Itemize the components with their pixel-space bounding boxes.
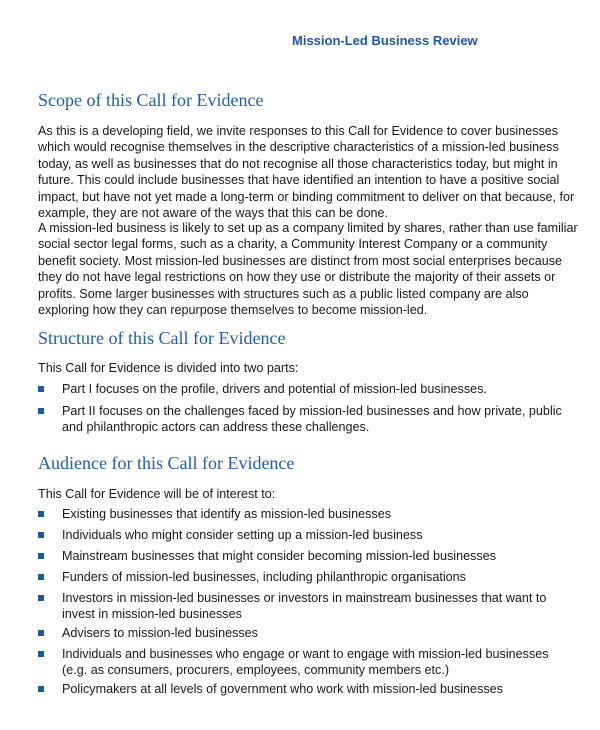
text-line: social sector legal forms, such as a charity, a Community Interest Company or a community <box>38 237 548 252</box>
text-line: (e.g. as consumers, procurers, employees, community members etc.) <box>62 663 450 678</box>
scope-paragraph-2 <box>38 220 578 318</box>
text-line: which would recognise themselves in the descriptive characteristics of a mission-led business <box>38 140 559 155</box>
text-line: Part II focuses on the challenges faced by mission-led businesses and how private, public <box>62 404 562 418</box>
text-line: Funders of mission-led businesses, including philanthropic organisations <box>62 570 466 584</box>
text-line: This Call for Evidence will be of interest to: <box>38 487 276 501</box>
text-line: future. This could include businesses that have identified an intention to have a positive social <box>38 173 560 188</box>
square-bullet-icon <box>38 595 44 601</box>
text-line: Individuals and businesses who engage or want to engage with mission-led businesses <box>62 647 549 661</box>
text-line: example, they are not aware of the ways that this can be done. <box>38 206 389 221</box>
square-bullet-icon <box>38 686 44 692</box>
text-line: A mission-led business is likely to set up as a company limited by shares, rather than use familiar <box>38 221 578 235</box>
square-bullet-icon <box>38 553 44 559</box>
text-line: they do not have legal restrictions on how they use or distribute the majority of their assets or <box>38 270 556 285</box>
text-line: today, as well as businesses that do not recognise all those characteristics today, but might in <box>38 156 558 171</box>
text-line: Investors in mission-led businesses or investors in mainstream businesses that want to <box>62 591 547 605</box>
text-line: Existing businesses that identify as mission-led businesses <box>62 507 391 521</box>
text-line: Advisers to mission-led businesses <box>62 626 258 640</box>
square-bullet-icon <box>38 651 44 657</box>
text-line: benefit society. Most mission-led businesses are distinct from most social enterprises because <box>38 253 563 268</box>
structure-heading: Structure of this Call for Evidence <box>38 328 286 348</box>
square-bullet-icon <box>38 532 44 538</box>
text-line: This Call for Evidence is divided into two parts: <box>38 361 299 375</box>
scope-paragraph-1 <box>38 123 575 221</box>
square-bullet-icon <box>38 574 44 580</box>
square-bullet-icon <box>38 630 44 636</box>
text-line: As this is a developing field, we invite responses to this Call for Evidence to cover businesses <box>38 124 559 138</box>
text-line: exploring how they can repurpose themselves to become mission-led. <box>38 303 428 318</box>
text-line: profits. Some larger businesses with structures such as a public listed company are also <box>38 286 529 301</box>
text-line: Policymakers at all levels of government who work with mission-led businesses <box>62 682 503 696</box>
structure-intro <box>38 360 568 376</box>
running-header: Mission-Led Business Review <box>292 33 478 48</box>
text-line: and philanthropic actors can address these challenges. <box>62 420 370 435</box>
audience-intro <box>38 486 568 502</box>
square-bullet-icon <box>38 408 44 414</box>
scope-heading: Scope of this Call for Evidence <box>38 90 264 110</box>
text-line: Part I focuses on the profile, drivers and potential of mission-led businesses. <box>62 382 487 396</box>
text-line: Mainstream businesses that might consider becoming mission-led businesses <box>62 549 496 563</box>
text-line: Individuals who might consider setting up a mission-led business <box>62 528 423 542</box>
text-line: impact, but have not yet made a long-term or binding commitment to deliver on that because, for <box>38 189 575 204</box>
square-bullet-icon <box>38 511 44 517</box>
audience-heading: Audience for this Call for Evidence <box>38 453 295 473</box>
square-bullet-icon <box>38 386 44 392</box>
text-line: invest in mission-led businesses <box>62 607 242 622</box>
